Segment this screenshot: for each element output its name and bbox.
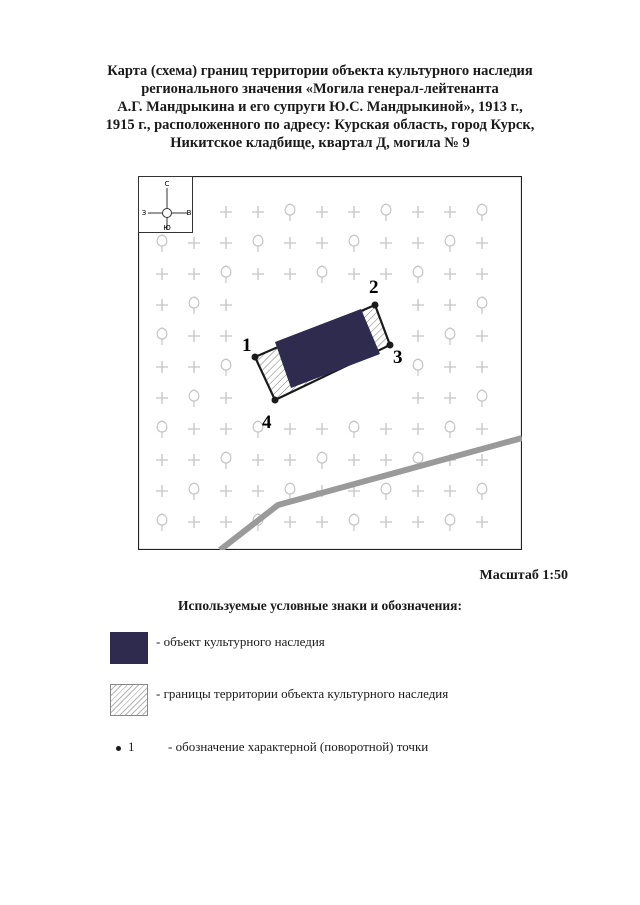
legend-object-text: - объект культурного наследия	[156, 634, 325, 649]
compass-east: В	[186, 209, 192, 217]
title-line-2: регионального значения «Могила генерал-лейтенанта	[141, 81, 499, 97]
map-frame	[138, 176, 522, 550]
legend-boundary-text: - границы территории объекта культурного наследия	[156, 686, 449, 701]
legend-point-number: 1	[128, 739, 135, 754]
point-label-2: 2	[369, 277, 379, 298]
turn-point-1	[252, 354, 259, 361]
title-line-4: 1915 г., расположенного по адресу: Курская область, город Курск,	[105, 117, 535, 133]
turn-point-2	[372, 302, 379, 309]
legend-title: Используемые условные знаки и обозначения:	[178, 598, 462, 613]
compass-south: Ю	[163, 224, 171, 232]
point-label-4: 4	[262, 412, 272, 433]
scheme-map	[138, 176, 522, 550]
map-title	[70, 62, 570, 152]
compass-west: З	[141, 209, 147, 217]
turn-point-4	[272, 397, 279, 404]
title-line-1: Карта (схема) границ территории объекта культурного наследия	[107, 63, 533, 79]
point-label-1: 1	[242, 335, 252, 356]
title-line-3: А.Г. Мандрыкина и его супруги Ю.С. Мандрыкиной», 1913 г.,	[117, 99, 523, 115]
legend-object-swatch	[110, 632, 148, 664]
compass-north: С	[164, 180, 170, 188]
compass-rose	[139, 177, 193, 233]
title-line-5: Никитское кладбище, квартал Д, могила № 9	[170, 135, 470, 151]
compass-center-icon	[163, 209, 172, 218]
scale-label: Масштаб 1:50	[479, 568, 568, 583]
legend-point-icon	[116, 746, 121, 751]
legend-boundary-swatch	[110, 684, 148, 716]
point-label-3: 3	[393, 347, 403, 368]
legend-point-text: - обозначение характерной (поворотной) точки	[168, 739, 429, 754]
